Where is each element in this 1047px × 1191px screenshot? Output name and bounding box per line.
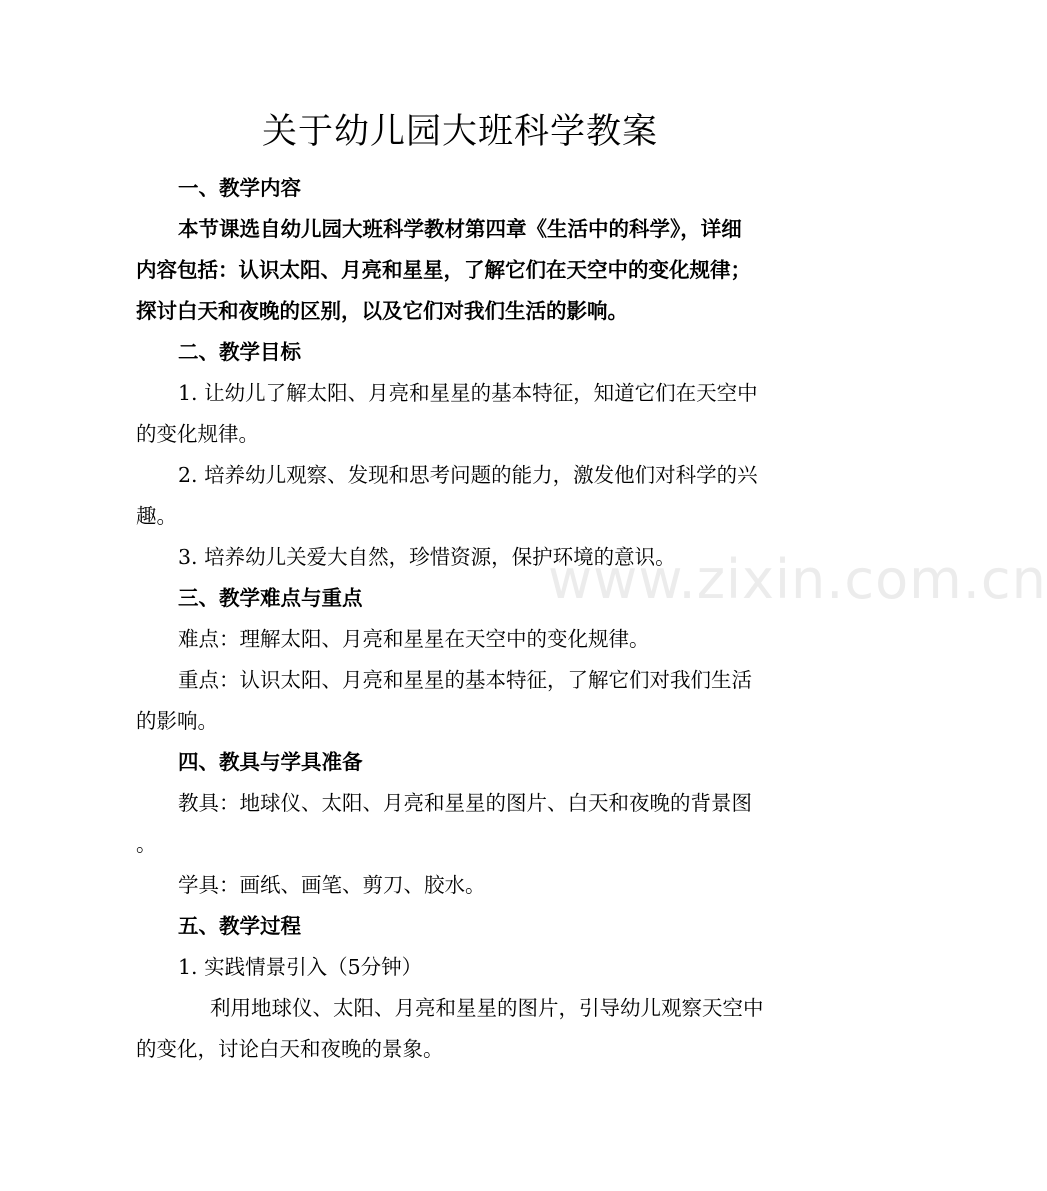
paragraph-line: 趣。: [136, 504, 177, 528]
paragraph-line: 教具：地球仪、太阳、月亮和星星的图片、白天和夜晚的背景图: [178, 791, 752, 815]
paragraph-line: 重点：认识太阳、月亮和星星的基本特征，了解它们对我们生活: [178, 668, 752, 692]
paragraph-line: 内容包括：认识太阳、月亮和星星，了解它们在天空中的变化规律；: [136, 258, 751, 282]
paragraph-line: 。: [136, 832, 157, 856]
paragraph-line: 学具：画纸、画笔、剪刀、胶水。: [178, 873, 486, 897]
paragraph-line: 1. 实践情景引入（5分钟）: [178, 955, 423, 979]
paragraph-line: 利用地球仪、太阳、月亮和星星的图片，引导幼儿观察天空中: [210, 996, 764, 1020]
heading-section-5: 五、教学过程: [178, 914, 301, 938]
document-title: 关于幼儿园大班科学教案: [261, 112, 658, 152]
heading-section-4: 四、教具与学具准备: [178, 750, 363, 774]
paragraph-line: 的变化，讨论白天和夜晚的景象。: [136, 1037, 444, 1061]
heading-section-2: 二、教学目标: [178, 340, 301, 364]
paragraph-line: 2. 培养幼儿观察、发现和思考问题的能力，激发他们对科学的兴: [178, 463, 758, 487]
paragraph-line: 本节课选自幼儿园大班科学教材第四章《生活中的科学》，详细: [178, 217, 742, 241]
watermark: www.zixin.com.cn: [548, 548, 1047, 611]
paragraph-line: 的影响。: [136, 709, 218, 733]
heading-section-1: 一、教学内容: [178, 176, 301, 200]
paragraph-line: 1. 让幼儿了解太阳、月亮和星星的基本特征，知道它们在天空中: [178, 381, 758, 405]
paragraph-line: 的变化规律。: [136, 422, 259, 446]
paragraph-line: 探讨白天和夜晚的区别，以及它们对我们生活的影响。: [136, 299, 628, 323]
paragraph-line: 3. 培养幼儿关爱大自然，珍惜资源，保护环境的意识。: [178, 545, 676, 569]
paragraph-line: 难点：理解太阳、月亮和星星在天空中的变化规律。: [178, 627, 650, 651]
heading-section-3: 三、教学难点与重点: [178, 586, 363, 610]
